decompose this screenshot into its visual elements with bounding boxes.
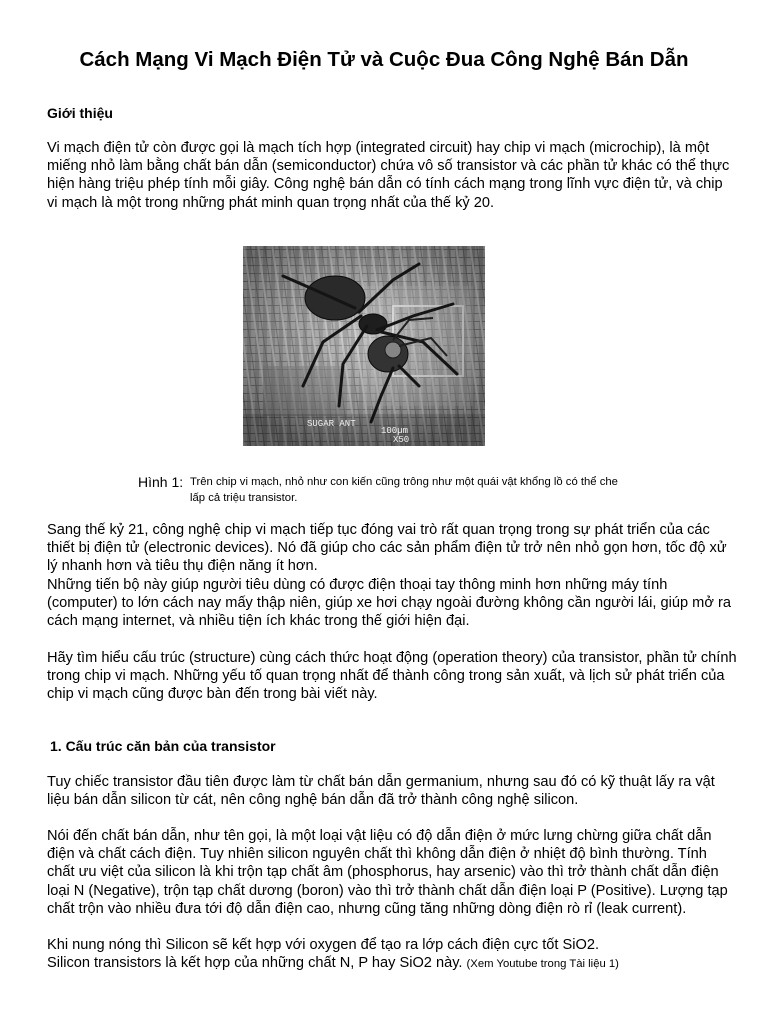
document-title: Cách Mạng Vi Mạch Điện Tử và Cuộc Đua Công Nghệ Bán Dẫn [79, 48, 689, 71]
intro-paragraph: Vi mạch điện tử còn được gọi là mạch tích hợp (integrated circuit) hay chip vi mạch (microchip), là một miếng nhỏ làm bằng chất bán dẫn (semiconductor) chứa vô số transistor và các phần tử khác có thể thực hiện hàng triệu phép tính mỗi giây. Công nghệ bán dẫn có tính cách mạng trong lĩnh vực điện tử, và chip vi mạch là một trong những phát minh quan trọng nhất của thế kỷ 20. [47, 140, 730, 211]
image-overlay-text-3: X50 [393, 435, 410, 445]
ant-on-chip-image [243, 246, 485, 446]
image-overlay-text-1: SUGAR ANT [307, 419, 356, 429]
section-1-paragraph-2: Nói đến chất bán dẫn, như tên gọi, là một loại vật liệu có độ dẫn điện ở mức lưng chừng giữa chất dẫn điện và chất cách điện. Tuy nhiên silicon nguyên chất thì không dẫn điện ở nhiệt độ bình thường. Tính chất ưu việt của silicon là khi trộn tạp chất âm (phosphorus, hay arsenic) vào thì trở thành chất dẫn điện loại N (Negative), trộn tạp chất dương (boron) vào thì trở thành chất dẫn điện loại P (Positive). Lượng tạp chất trộn vào nhiều đưa tới độ dẫn điện cao, nhưng cũng tăng những dòng điện rò rỉ (leak current). [47, 828, 728, 917]
body-paragraph-1: Sang thế kỷ 21, công nghệ chip vi mạch tiếp tục đóng vai trò rất quan trọng trong sự phát triển của các thiết bị điện tử (electronic devices). Nó đã giúp cho các sản phẩm điện tử trở nên nhỏ gọn hơn, tốc độ xử lý nhanh hơn và tiêu thụ điện năng ít hơn. [47, 522, 727, 575]
section-1-heading: 1. Cấu trúc căn bản của transistor [50, 738, 276, 754]
image-overlay-text-2: 100µm [381, 426, 409, 436]
figure-caption-text: Trên chip vi mạch, nhỏ như con kiến cũng trông như một quái vật khổng lồ có thể che lấp cả triệu transistor. [190, 476, 618, 504]
section-1-paragraph-4-main: Silicon transistors là kết hợp của những chất N, P hay SiO2 này. [47, 955, 463, 971]
figure-caption-label: Hình 1: [138, 474, 184, 490]
body-paragraph-2: Những tiến bộ này giúp người tiêu dùng có được điện thoại tay thông minh hơn những máy tính (computer) to lớn cách nay mấy thập niên, giúp xe hơi chạy ngoài đường không cần người lái, giúp mở ra cách mạng internet, và nhiều tiện ích khác trong thế giới hiện đại. [47, 577, 731, 630]
section-1-paragraph-4 [47, 954, 737, 973]
body-paragraph-3: Hãy tìm hiểu cấu trúc (structure) cùng cách thức hoạt động (operation theory) của transistor, phần tử chính trong chip vi mạch. Những yếu tố quan trọng nhất để thành công trong sản xuất, và lịch sử phát triển của chip vi mạch cũng được bàn đến trong bài viết này. [47, 650, 737, 703]
intro-heading: Giới thiệu [47, 105, 113, 121]
youtube-reference: (Xem Youtube trong Tài liệu 1) [466, 958, 619, 970]
section-1-paragraph-1: Tuy chiếc transistor đầu tiên được làm từ chất bán dẫn germanium, nhưng sau đó có kỹ thuật lấy ra vật liệu bán dẫn silicon từ cát, nên công nghệ bán dẫn đã trở thành công nghệ silicon. [47, 774, 715, 809]
section-1-paragraph-3: Khi nung nóng thì Silicon sẽ kết hợp với oxygen để tạo ra lớp cách điện cực tốt SiO2. [47, 937, 600, 953]
